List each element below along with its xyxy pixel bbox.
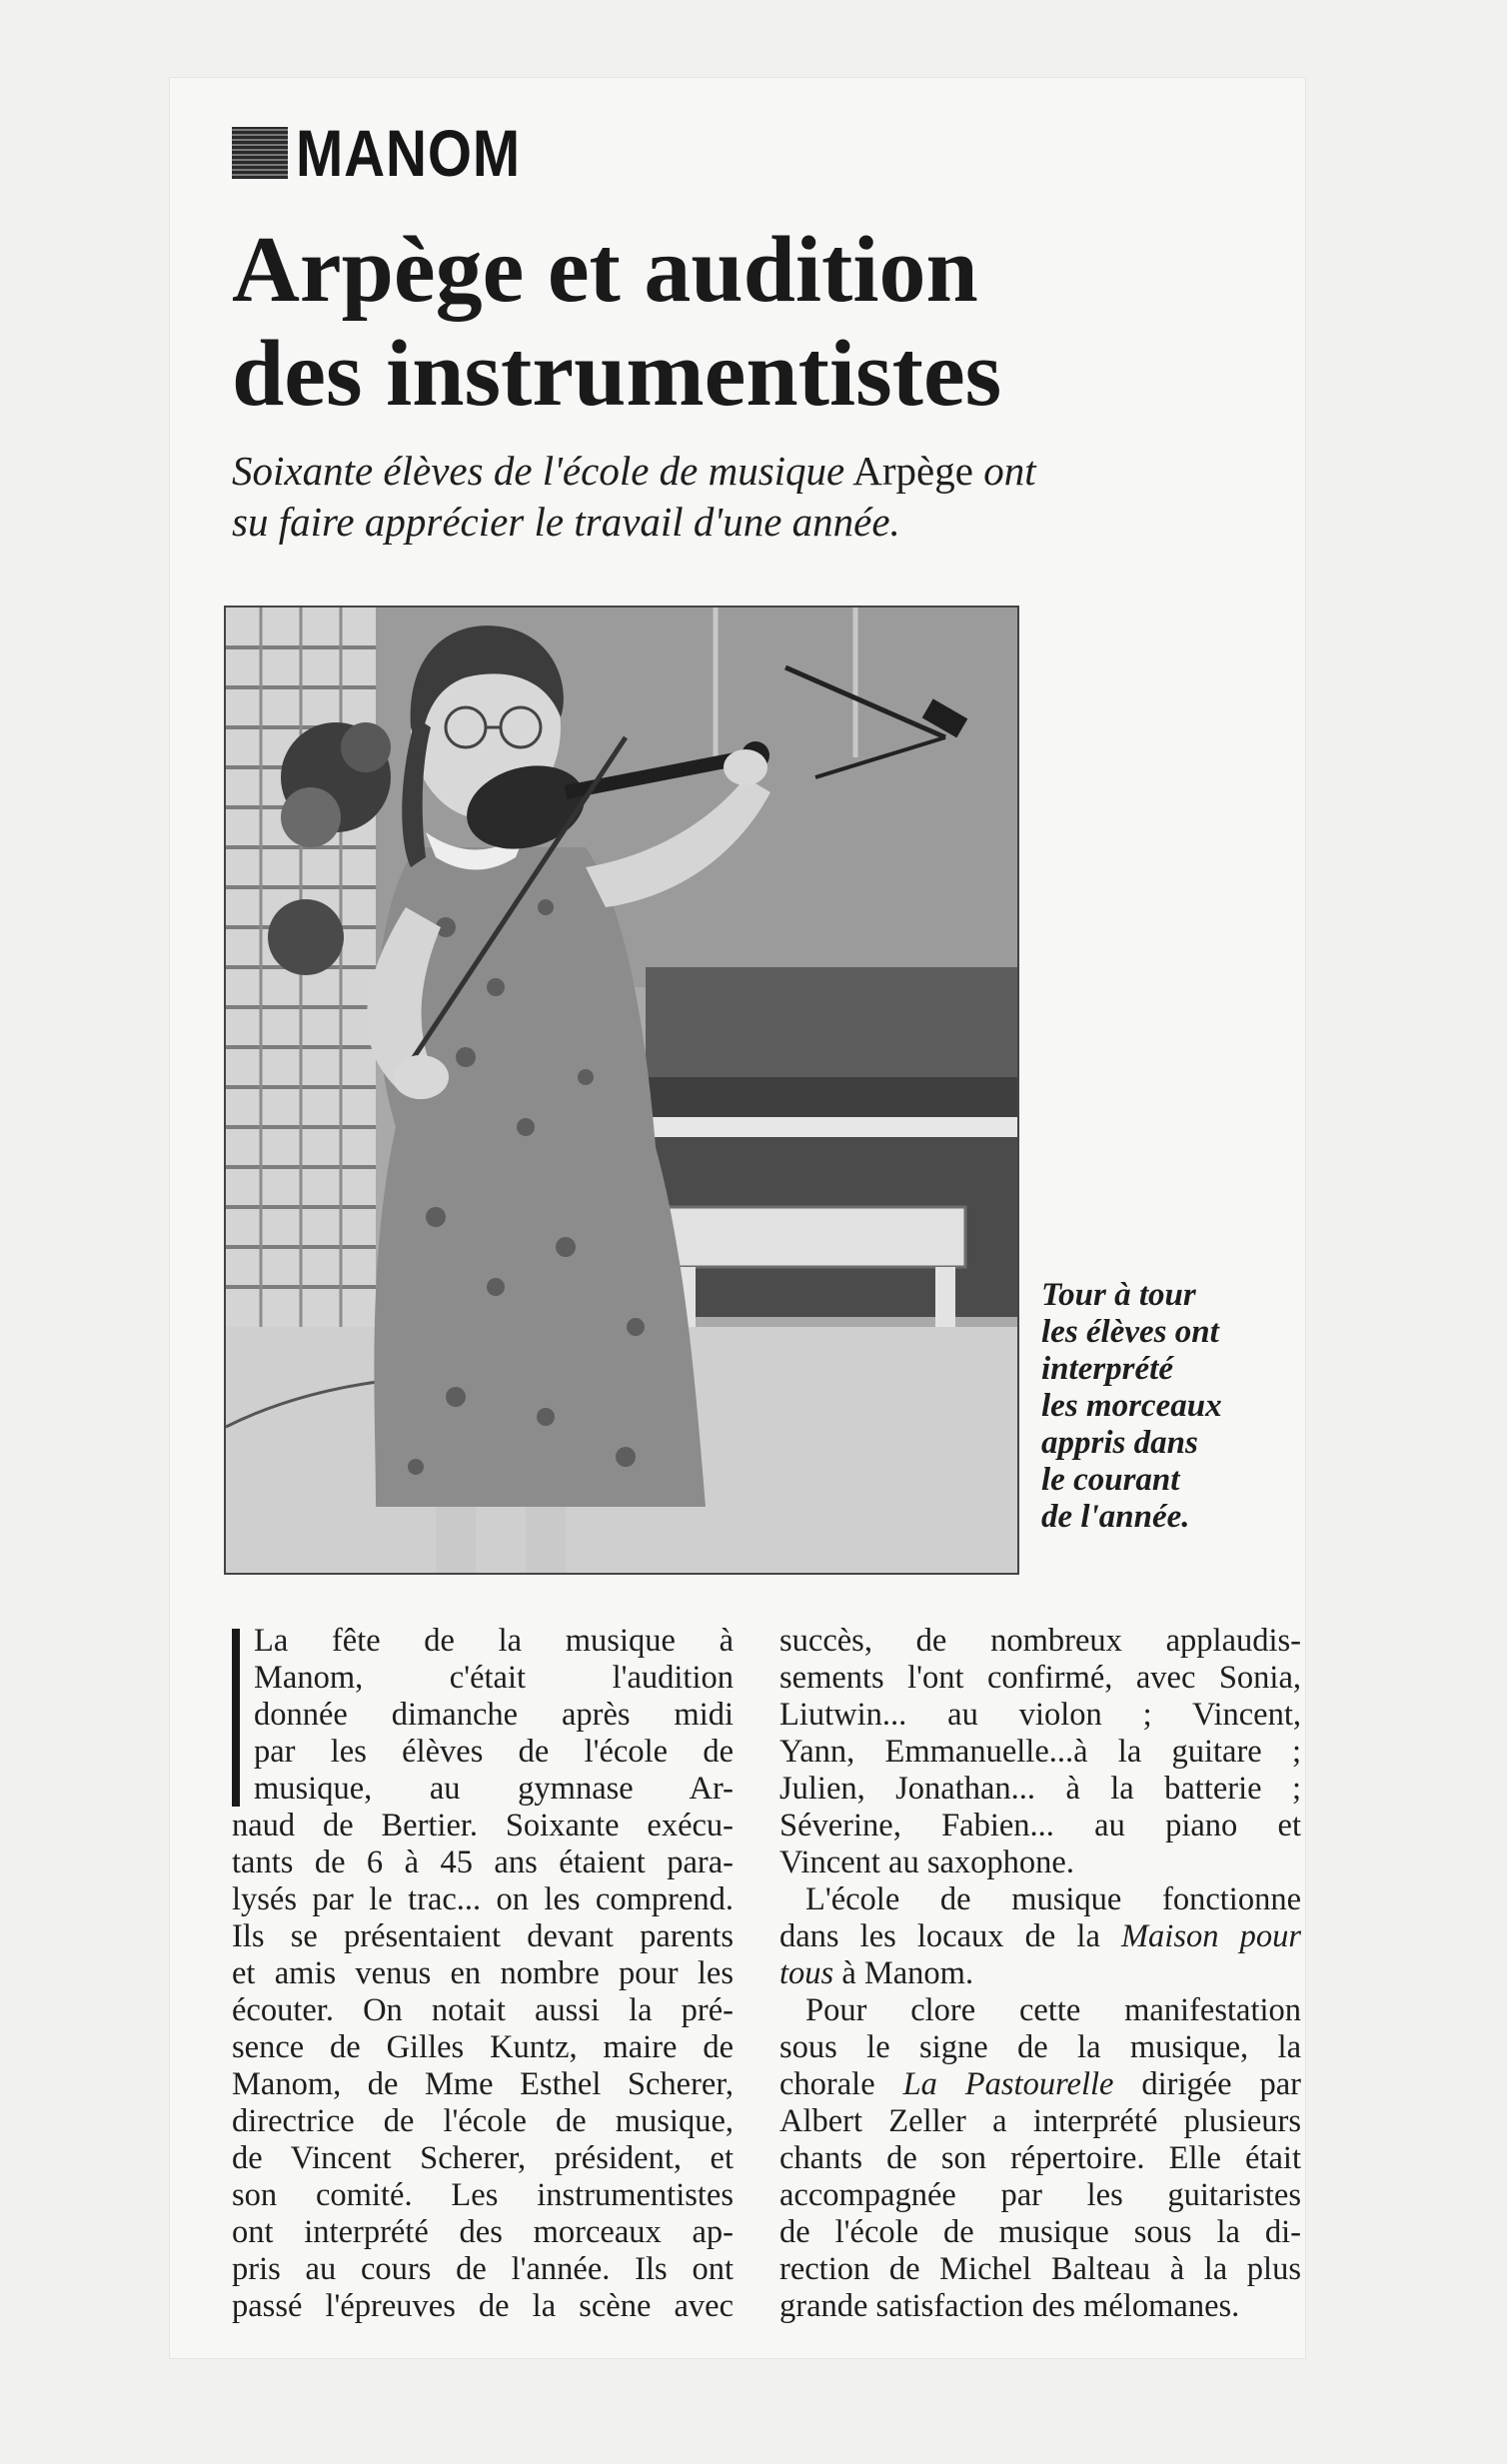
body-line: Liutwin... au violon ; Vincent, <box>779 1697 1301 1733</box>
body-line: grande satisfaction des mélomanes. <box>779 2288 1240 2324</box>
body-line: de l'école de musique sous la di- <box>779 2214 1301 2250</box>
photo-illustration <box>226 608 1019 1575</box>
body-line: Manom, c'était l'audition <box>254 1660 734 1696</box>
headline-line-2: des instrumentistes <box>232 322 1002 426</box>
caption-line: Tour à tour <box>1041 1277 1196 1313</box>
body-line: son comité. Les instrumentistes <box>232 2177 734 2213</box>
body-italic-text: La Pastourelle <box>902 2066 1114 2102</box>
body-line: Julien, Jonathan... à la batterie ; <box>779 1771 1301 1807</box>
photo-caption <box>1041 1277 1281 1536</box>
caption-line: le courant <box>1041 1462 1180 1498</box>
body-text: à Manom. <box>841 1955 974 1991</box>
body-line: L'école de musique fonctionne <box>805 1881 1301 1917</box>
caption-line: appris dans <box>1041 1425 1198 1461</box>
body-text: dirigée par <box>1141 2066 1302 2102</box>
body-line: Ils se présentaient devant parents <box>232 1918 734 1954</box>
body-line: tants de 6 à 45 ans étaient para- <box>232 1845 734 1880</box>
headline-line-1: Arpège et audition <box>232 218 978 322</box>
body-line: rection de Michel Balteau à la plus <box>779 2251 1301 2287</box>
body-line: de Vincent Scherer, président, et <box>232 2140 734 2176</box>
caption-line: les élèves ont <box>1041 1314 1219 1350</box>
caption-line: interprété <box>1041 1351 1173 1387</box>
body-line: La fête de la musique à <box>254 1623 734 1659</box>
body-line: et amis venus en nombre pour les <box>232 1955 734 1991</box>
body-line: par les élèves de l'école de <box>254 1734 734 1770</box>
body-line: écouter. On notait aussi la pré- <box>232 1992 734 2028</box>
body-line <box>779 2066 1301 2103</box>
standfirst-line-2: su faire apprécier le travail d'une année. <box>232 499 900 545</box>
standfirst-part-1: Soixante élèves de l'école de musique <box>232 448 845 494</box>
body-line <box>779 1955 1301 1992</box>
body-line: ont interprété des morceaux ap- <box>232 2214 734 2250</box>
body-line <box>779 1918 1301 1955</box>
violinist-photo <box>224 606 1019 1575</box>
body-line: naud de Bertier. Soixante exécu- <box>232 1808 734 1844</box>
body-line: accompagnée par les guitaristes <box>779 2177 1301 2213</box>
body-italic-text: tous <box>779 1955 834 1991</box>
body-line: pris au cours de l'année. Ils ont <box>232 2251 734 2287</box>
body-line: sence de Gilles Kuntz, maire de <box>232 2029 734 2065</box>
body-line: Manom, de Mme Esthel Scherer, <box>232 2066 734 2102</box>
body-line: lysés par le trac... on les comprend. <box>232 1881 734 1917</box>
caption-line: de l'année. <box>1041 1499 1190 1535</box>
section-square-icon <box>232 127 288 179</box>
section-label: MANOM <box>296 116 521 190</box>
body-italic-text: Maison pour <box>1120 1918 1301 1954</box>
section-tag <box>232 116 558 190</box>
headline <box>232 218 1251 426</box>
body-line: sements l'ont confirmé, avec Sonia, <box>779 1660 1301 1696</box>
body-text: dans les locaux de la <box>779 1918 1100 1954</box>
lead-bar <box>232 1629 240 1807</box>
body-line: Séverine, Fabien... au piano et <box>779 1808 1301 1844</box>
body-column-right <box>779 1623 1301 2325</box>
standfirst-part-3: ont <box>983 448 1036 494</box>
body-line: succès, de nombreux applaudis- <box>779 1623 1301 1659</box>
standfirst <box>232 446 1281 548</box>
body-line: sous le signe de la musique, la <box>779 2029 1301 2065</box>
body-line: musique, au gymnase Ar- <box>254 1771 734 1807</box>
body-line: chants de son répertoire. Elle était <box>779 2140 1301 2176</box>
body-line: Albert Zeller a interprété plusieurs <box>779 2103 1301 2139</box>
standfirst-part-2: Arpège <box>852 448 973 494</box>
body-text: chorale <box>779 2066 875 2102</box>
body-line: Vincent au saxophone. <box>779 1845 1074 1880</box>
body-line: directrice de l'école de musique, <box>232 2103 734 2139</box>
body-line: Pour clore cette manifestation <box>805 1992 1301 2028</box>
lead-block <box>232 1623 734 1808</box>
body-line: passé l'épreuves de la scène avec <box>232 2288 734 2324</box>
body-column-left <box>232 1623 734 2325</box>
caption-line: les morceaux <box>1041 1388 1222 1424</box>
body-line: donnée dimanche après midi <box>254 1697 734 1733</box>
body-line: Yann, Emmanuelle...à la guitare ; <box>779 1734 1301 1770</box>
